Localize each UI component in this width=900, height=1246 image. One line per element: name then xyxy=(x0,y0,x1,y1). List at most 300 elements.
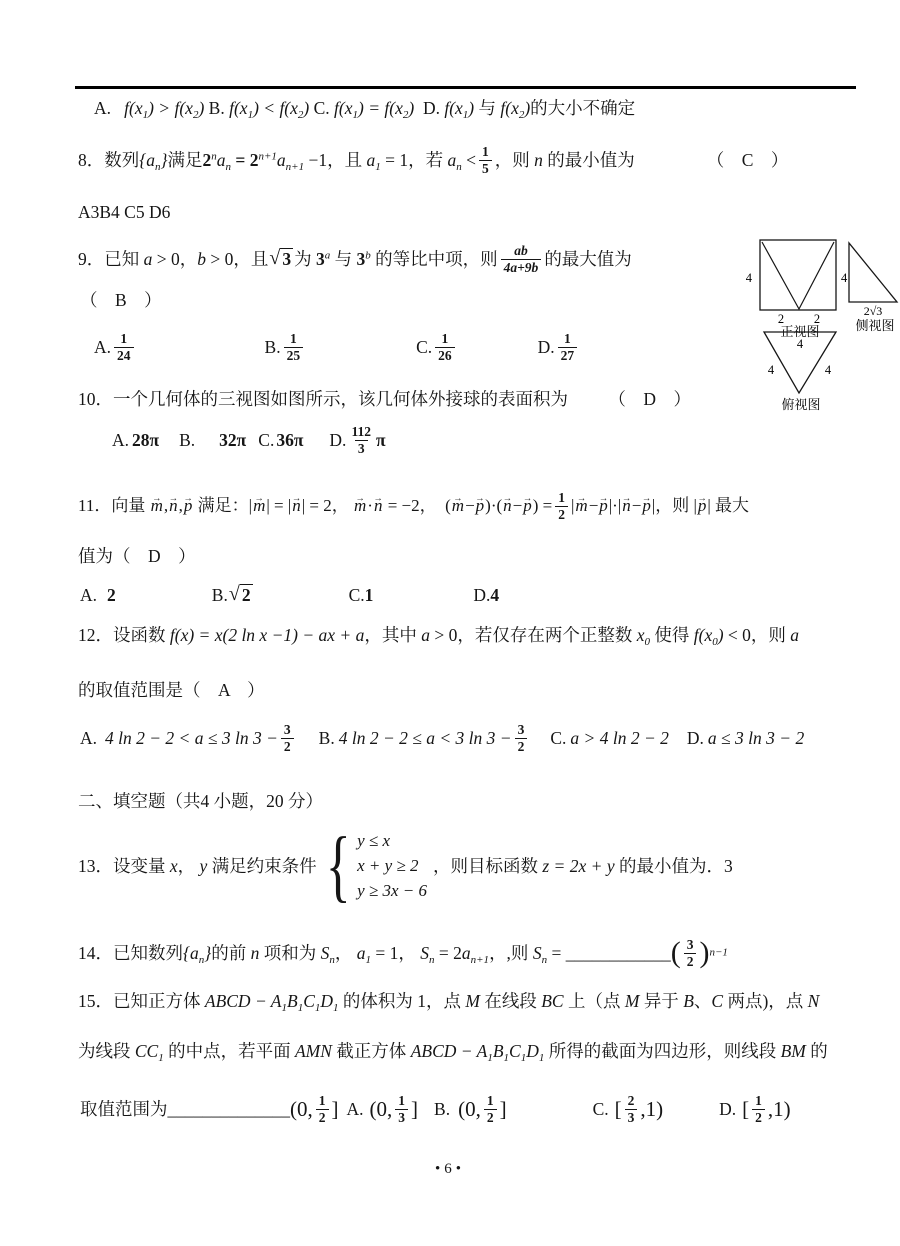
question-9-stem xyxy=(78,247,268,271)
choice-label-b: B. xyxy=(208,98,225,118)
interval-close: ] xyxy=(331,1096,339,1121)
subscript: n xyxy=(329,953,335,966)
choice-value: a > 4 ln 2 − 2 xyxy=(570,728,669,748)
top-view-label: 俯视图 xyxy=(781,397,821,412)
text-run: 的等比中项，则 xyxy=(370,249,498,269)
formula: ) xyxy=(303,98,310,118)
question-7-options xyxy=(94,96,635,120)
formula: > 0， xyxy=(152,249,198,269)
formula: N xyxy=(807,991,820,1011)
formula: a xyxy=(143,249,153,269)
question-15-line1 xyxy=(78,989,819,1013)
interval-open: (0, xyxy=(458,1096,481,1121)
vector-p: p → xyxy=(476,494,485,518)
fraction-denominator: 2 xyxy=(281,738,294,754)
formula: f(x xyxy=(444,98,463,118)
answer-blank: ____________ xyxy=(565,943,671,963)
text-run: 上（点 xyxy=(563,991,625,1011)
question-15-blank: 取值范围为______________ xyxy=(80,1099,290,1119)
subscript: n xyxy=(155,160,161,173)
fraction xyxy=(395,1093,408,1124)
radical-sign: √ xyxy=(269,246,281,269)
subscript: n+1 xyxy=(470,953,490,966)
fraction xyxy=(555,490,568,521)
formula: ABCD − A xyxy=(410,1041,488,1061)
formula: ) > f(x xyxy=(148,98,193,118)
vector-m: m → xyxy=(575,494,587,518)
radicand: 2 xyxy=(241,584,251,605)
formula: a xyxy=(421,625,430,645)
question-8-tail xyxy=(495,148,635,172)
formula: − xyxy=(512,496,523,515)
formula: | xyxy=(571,496,575,515)
formula: C xyxy=(303,991,315,1011)
answer-b xyxy=(80,288,162,312)
fraction-numerator: 1 xyxy=(289,331,297,347)
fraction xyxy=(752,1093,765,1124)
text-run: 截正方体 xyxy=(331,1041,411,1061)
question-11-line2 xyxy=(78,544,196,568)
fraction-denominator: 2 xyxy=(555,506,568,522)
constraint-system xyxy=(357,830,427,902)
formula: a xyxy=(276,150,286,170)
subscript: 1 xyxy=(538,1051,545,1064)
fraction-denominator: 4a+9b xyxy=(501,259,542,275)
vector-p: p → xyxy=(523,494,532,518)
choice-label-a: A. xyxy=(112,430,130,450)
front-left-dim: 4 xyxy=(745,271,752,285)
choice-label-d: D. xyxy=(422,98,440,118)
radical-sign: √ xyxy=(228,582,240,605)
constraint-1: y ≤ x xyxy=(357,830,391,850)
fraction-denominator: 3 xyxy=(355,440,368,456)
text-run: 与 xyxy=(330,249,357,269)
formula: S xyxy=(532,943,542,963)
choice-label-c: C. xyxy=(592,1099,609,1119)
text-run: 15．已知正方体 xyxy=(78,991,205,1011)
top-rule xyxy=(75,86,856,89)
fraction xyxy=(484,1093,497,1124)
formula: M xyxy=(624,991,640,1011)
vector-n: n → xyxy=(374,494,383,518)
fraction-numerator: 1 xyxy=(564,331,571,347)
text-run: ，其中 xyxy=(364,625,422,645)
answer-c: （ C ） xyxy=(706,150,789,170)
choice-value: 4 ln 2 − 2 ≤ a < 3 ln 3 − xyxy=(338,728,512,748)
formula: ) xyxy=(524,98,531,118)
text-run: 10．一个几何体的三视图如图所示，该几何体外接球的表面积为 xyxy=(78,389,568,409)
formula: | xyxy=(248,496,253,515)
formula: |，则 | xyxy=(651,496,697,515)
fraction-numerator: 3 xyxy=(517,722,525,738)
text-run: 项和为 xyxy=(259,943,321,963)
subscript: n xyxy=(429,953,435,966)
interval-close: ,1) xyxy=(640,1096,664,1121)
choice-label-b: B. xyxy=(211,585,228,605)
superscript: a xyxy=(324,249,331,262)
text-run: （ B ） xyxy=(80,290,162,310)
fraction-numerator: 1 xyxy=(398,1093,406,1109)
choice-label-b: B. xyxy=(318,728,335,748)
text-run: 值为（ D ） xyxy=(78,546,196,566)
subscript: 1 xyxy=(487,1051,493,1064)
formula: · xyxy=(367,496,373,515)
vector-p: p → xyxy=(184,494,193,518)
interval-close: ] xyxy=(499,1096,507,1121)
formula: a xyxy=(216,150,226,170)
fraction-numerator: ab xyxy=(514,243,528,259)
subscript: 1 xyxy=(142,108,149,121)
formula: D xyxy=(320,991,334,1011)
question-11-stem xyxy=(78,494,552,518)
formula: BM xyxy=(780,1041,806,1061)
formula: , xyxy=(178,496,183,515)
fraction xyxy=(625,1093,638,1124)
question-15-options xyxy=(80,1083,791,1135)
choice-label-c: C. xyxy=(550,728,567,748)
vector-m: m → xyxy=(452,494,464,518)
question-8-options xyxy=(78,200,170,224)
formula: CC xyxy=(134,1041,159,1061)
front-bottom-left-dim: 2 xyxy=(777,312,785,326)
vector-p: p → xyxy=(698,494,707,518)
question-14-stem xyxy=(78,941,671,965)
question-11-options xyxy=(80,578,499,612)
formula: {a xyxy=(139,150,155,170)
choice-label-b: B. xyxy=(179,430,196,450)
formula: a xyxy=(461,943,471,963)
formula: M xyxy=(465,991,480,1011)
question-9-options xyxy=(94,321,580,373)
text-run: 的 xyxy=(805,1041,828,1061)
text-run: 使得 xyxy=(650,625,694,645)
superscript: n xyxy=(211,150,217,163)
text-run: 8．数列 xyxy=(78,150,140,170)
side-base-dim: 2√3 xyxy=(863,304,883,318)
question-15-line2 xyxy=(78,1039,828,1063)
text-run: 的大小不确定 xyxy=(530,98,636,118)
sqrt xyxy=(229,584,253,607)
formula: = 2 xyxy=(231,150,259,170)
formula: x xyxy=(169,856,178,876)
formula: ) xyxy=(468,98,475,118)
fraction-numerator: 2 xyxy=(627,1093,635,1109)
subscript: n xyxy=(456,160,462,173)
page-number: •6• xyxy=(434,1161,465,1177)
formula: f(x xyxy=(334,98,353,118)
question-9 xyxy=(78,231,632,287)
choice-value: 2 xyxy=(107,585,116,605)
subscript: 1 xyxy=(462,108,469,121)
fraction xyxy=(281,722,294,753)
text-run: < 0，则 xyxy=(723,625,791,645)
fraction xyxy=(501,243,542,274)
subscript: 1 xyxy=(520,1051,527,1064)
fraction-denominator: 26 xyxy=(435,347,455,363)
fraction xyxy=(684,937,697,968)
formula: = xyxy=(547,943,566,963)
vector-m: m → xyxy=(354,494,366,518)
radicand: 3 xyxy=(282,248,292,269)
choice-value: 4 ln 2 − 2 < a ≤ 3 ln 3 − xyxy=(105,728,278,748)
fraction-numerator: 1 xyxy=(481,144,489,160)
text-run: 的前 xyxy=(211,943,251,963)
text-run: 11．向量 xyxy=(78,496,150,515)
fraction-numerator: 1 xyxy=(318,1093,326,1109)
constraint-3: y ≥ 3x − 6 xyxy=(357,881,427,901)
choice-label-a: A. xyxy=(94,337,112,357)
choice-label-d: D. xyxy=(719,1099,737,1119)
subscript: 1 xyxy=(333,1001,339,1014)
question-12-line2 xyxy=(78,678,265,702)
formula: S xyxy=(420,943,429,963)
question-8-stem xyxy=(78,148,476,172)
choice-value: π xyxy=(375,430,386,450)
interval-open: [ xyxy=(742,1096,750,1121)
formula: {a xyxy=(183,943,199,963)
choice-value: 32π xyxy=(219,430,247,450)
formula: f(x xyxy=(500,98,519,118)
fraction-denominator: 2 xyxy=(316,1109,329,1125)
question-11-tail xyxy=(571,494,749,518)
question-8 xyxy=(78,133,788,187)
formula: | = 2， xyxy=(301,496,353,515)
question-9-tail: 的最大值为 xyxy=(544,249,632,269)
fraction xyxy=(284,331,304,362)
superscript: n−1 xyxy=(709,946,728,959)
front-view-v-lines xyxy=(762,242,834,309)
text-run: 满足 xyxy=(167,150,203,170)
fraction-numerator: 1 xyxy=(441,331,449,347)
choice-label-a: A. xyxy=(80,585,98,605)
choice-label-c: C. xyxy=(416,337,433,357)
choice-label-c: C. xyxy=(258,430,275,450)
question-12 xyxy=(78,623,799,647)
fraction xyxy=(435,331,455,362)
formula: , xyxy=(163,496,169,515)
formula: ) = f(x xyxy=(358,98,403,118)
formula: 3 xyxy=(356,249,366,269)
top-top-dim: 4 xyxy=(796,337,804,351)
choice-label-d: D. xyxy=(686,728,704,748)
subscript: 1 xyxy=(352,108,359,121)
text-run: 满足： xyxy=(193,496,249,515)
formula: B xyxy=(287,991,298,1011)
open-paren: ( xyxy=(670,936,681,969)
interval-open: (0, xyxy=(290,1096,313,1121)
choice-label-d: D. xyxy=(537,337,555,357)
formula: a xyxy=(790,625,800,645)
formula: z = 2x + y xyxy=(542,856,615,876)
fraction-denominator: 3 xyxy=(625,1109,638,1125)
choice-label-a: A. xyxy=(80,728,98,748)
formula: 2 xyxy=(202,150,212,170)
sqrt xyxy=(269,248,293,271)
text-run: 9．已知 xyxy=(78,249,144,269)
subscript: 0 xyxy=(644,635,650,648)
formula: ) xyxy=(408,98,415,118)
front-bottom-right-dim: 2 xyxy=(813,312,821,326)
text-run: 、 xyxy=(693,991,712,1011)
choice-value: 4 xyxy=(490,585,500,605)
system-brace: { xyxy=(325,822,351,910)
formula: = 2 xyxy=(434,943,462,963)
subscript: 2 xyxy=(192,108,199,121)
formula: = 1， xyxy=(371,943,421,963)
fraction-denominator: 2 xyxy=(684,953,697,969)
formula: x xyxy=(636,625,645,645)
vector-p: p → xyxy=(642,494,651,518)
fraction xyxy=(349,424,373,455)
formula: B xyxy=(683,991,694,1011)
formula: f(x xyxy=(693,625,713,645)
subscript: n xyxy=(225,160,231,173)
text-run: 与 xyxy=(474,98,501,118)
subscript: 2 xyxy=(297,108,304,121)
fraction xyxy=(515,722,528,753)
question-13-tail xyxy=(433,854,733,878)
choice-label-d: D. xyxy=(329,430,347,450)
choice-value: a ≤ 3 ln 3 − 2 xyxy=(707,728,805,748)
formula: − xyxy=(465,496,475,515)
text-run: 14．已知数列 xyxy=(78,943,183,963)
fraction-denominator: 2 xyxy=(752,1109,765,1125)
fraction-denominator: 24 xyxy=(114,347,134,363)
question-14 xyxy=(78,927,728,979)
formula: < xyxy=(461,150,476,170)
answer-d: （ D ） xyxy=(608,389,692,409)
formula: 3 xyxy=(315,249,325,269)
top-right-dim: 4 xyxy=(824,363,832,377)
formula: n xyxy=(250,943,260,963)
choice-value: 36π xyxy=(276,430,304,450)
question-10 xyxy=(78,387,691,411)
formula: D xyxy=(526,1041,539,1061)
formula: a xyxy=(356,943,366,963)
subscript: n xyxy=(541,953,548,966)
formula: −1，且 xyxy=(304,150,367,170)
text-run: 的取值范围是（ A ） xyxy=(78,680,265,700)
formula: C xyxy=(509,1041,521,1061)
formula: ) xyxy=(717,625,724,645)
text-run: 的最小值为．3 xyxy=(614,856,733,876)
interval-open: [ xyxy=(614,1096,622,1121)
question-9-mid xyxy=(294,247,498,271)
fraction-numerator: 1 xyxy=(558,490,565,506)
subscript: 1 xyxy=(375,160,381,173)
subscript: 1 xyxy=(158,1051,164,1064)
text-run: 13．设变量 xyxy=(78,856,170,876)
formula: − xyxy=(631,496,642,515)
formula: a xyxy=(447,150,457,170)
fraction xyxy=(316,1093,329,1124)
subscript: n+1 xyxy=(285,160,305,173)
text-run: 为线段 xyxy=(78,1041,135,1061)
text-run: ，则目标函数 xyxy=(433,856,543,876)
text-run: 满足约束条件 xyxy=(207,856,317,876)
subscript: 2 xyxy=(518,108,525,121)
formula: > 0，且 xyxy=(206,249,269,269)
fraction xyxy=(479,144,492,175)
subscript: 1 xyxy=(365,953,371,966)
front-view-label: 正视图 xyxy=(780,324,820,339)
text-run: 12．设函数 xyxy=(78,625,170,645)
formula: b xyxy=(197,249,206,269)
text-run: 为 xyxy=(294,249,316,269)
text-run: 的体积为 1，点 xyxy=(338,991,466,1011)
text-run: 二、填空题（共4 小题，20 分） xyxy=(78,791,323,811)
interval-close: ,1) xyxy=(767,1096,791,1121)
vector-n: n → xyxy=(169,494,178,518)
interval-close: ] xyxy=(411,1096,419,1121)
fraction-numerator: 1 xyxy=(120,331,128,347)
choice-label-d: D. xyxy=(473,585,491,605)
vector-p: p → xyxy=(599,494,608,518)
fraction-numerator: 1 xyxy=(755,1093,762,1109)
fraction-denominator: 27 xyxy=(558,347,578,363)
text-run: ， xyxy=(334,943,357,963)
formula: f(x xyxy=(124,98,143,118)
subscript: 2 xyxy=(402,108,409,121)
choice-label-b: B. xyxy=(264,337,281,357)
formula: ) xyxy=(198,98,205,118)
fraction xyxy=(114,331,134,362)
vector-m: m → xyxy=(151,494,163,518)
front-right-dim: 4 xyxy=(841,271,848,285)
close-paren: ) xyxy=(699,936,710,969)
formula: } xyxy=(160,150,168,170)
choice-value: 28π xyxy=(132,430,160,450)
formula: S xyxy=(320,943,330,963)
text-run: | 最大 xyxy=(707,496,750,515)
formula: BC xyxy=(541,991,564,1011)
text-run: ，则 xyxy=(494,150,535,170)
choice-label-a: A. xyxy=(94,98,112,118)
formula: AMN xyxy=(294,1041,332,1061)
choice-label-c: C. xyxy=(313,98,330,118)
question-13 xyxy=(78,817,733,915)
section-2-header xyxy=(78,789,323,813)
fraction-denominator: 25 xyxy=(284,347,304,363)
formula: f(x) = x(2 ln x −1) − ax + a xyxy=(169,625,365,645)
question-13-stem xyxy=(78,854,317,878)
fraction-numerator: 3 xyxy=(686,937,694,953)
text-run: 的中点，若平面 xyxy=(163,1041,295,1061)
formula: | = | xyxy=(266,496,292,515)
vector-n: n → xyxy=(622,494,631,518)
question-12-options xyxy=(80,710,804,766)
vector-m: m → xyxy=(253,494,265,518)
subscript: 1 xyxy=(281,1001,287,1014)
subscript: 1 xyxy=(503,1051,510,1064)
text-run: 所得的截面为四边形，则线段 xyxy=(544,1041,781,1061)
fraction-denominator: 3 xyxy=(395,1109,408,1125)
subscript: 1 xyxy=(247,108,254,121)
fraction-numerator: 112 xyxy=(351,424,371,440)
text-run: A3B4 C5 D6 xyxy=(78,202,171,222)
formula: )·( xyxy=(485,496,503,515)
formula: f(x xyxy=(229,98,248,118)
choice-label-c: C. xyxy=(348,585,365,605)
subscript: 1 xyxy=(297,1001,304,1014)
text-run: 的最小值为 xyxy=(542,150,635,170)
choice-label-a: A. xyxy=(346,1099,364,1119)
question-10-options xyxy=(112,414,386,466)
fraction-numerator: 3 xyxy=(283,722,291,738)
formula: ) = xyxy=(532,496,553,515)
formula: y xyxy=(199,856,208,876)
fraction-numerator: 1 xyxy=(486,1093,494,1109)
